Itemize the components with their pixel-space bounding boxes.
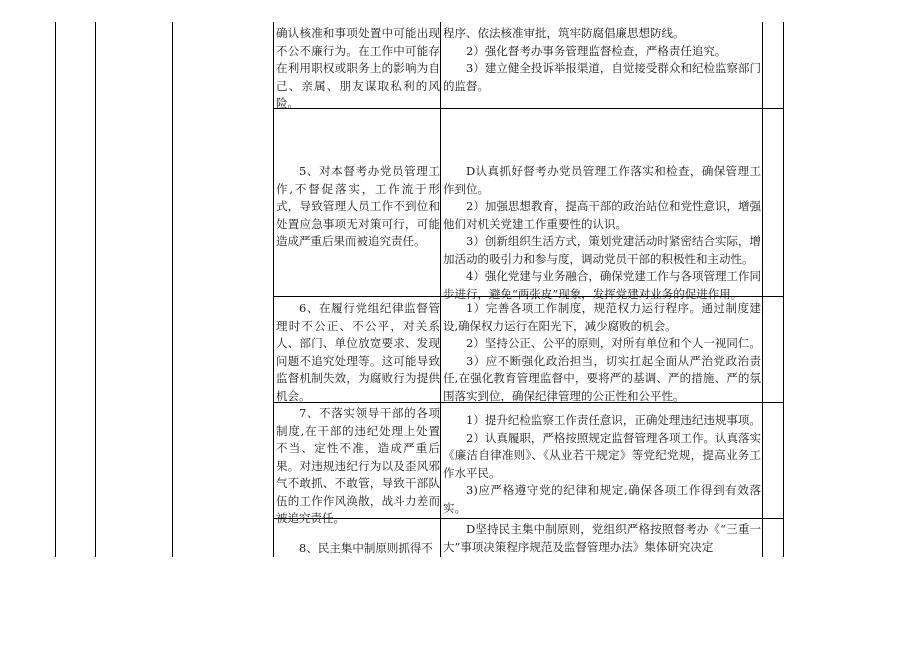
- measure-item: 3）建立健全投诉举报渠道，自觉接受群众和纪检监察部门的监督。: [443, 61, 761, 93]
- column-divider-2: [172, 22, 173, 557]
- prevention-measures-1: [443, 25, 761, 95]
- measure-item: 2）加强思想教育，提高干部的政治站位和党性意识，增强他们对机关党建工作重要性的认识。: [443, 199, 761, 231]
- measure-item: 2）强化督考办事务管理监督检查，严格责任追究。: [466, 43, 727, 58]
- prevention-measures-5: [443, 163, 761, 303]
- risk-description-8: 8、民主集中制原则抓得不: [299, 541, 433, 555]
- measure-item: 1）完善各项工作制度，规范权力运行程序。通过制度建设,确保权力运行在阳光下，减少腐败的机会。: [443, 301, 761, 333]
- measure-item: 3）应不断强化政治担当，切实扛起全面从严治党政治责任,在强化教育管理监督中，要将严的基调、严的措施、严的氛围落实到位，确保纪律管理的公正性和公平性。: [443, 353, 761, 403]
- column-divider-3: [273, 22, 274, 557]
- risk-description-6: 6、在履行党组纪律监督管理时不公正、不公平，对关系人、部门、单位放宽要求、发现问题不追究处理等。这可能导致监督机制失效，为腐败行为提供机会。: [276, 301, 440, 403]
- measure-item: 程序、依法核准审批，筑牢防腐倡廉思想防线。: [443, 26, 685, 40]
- measure-item: 2）认真履职，严格按照规定监督管理各项工作。认真落实《廉洁自律准则》、《从业若干规定》等党纪党规，提高业务工作水平民。: [443, 430, 761, 480]
- column-divider-4: [440, 22, 441, 557]
- prevention-measures-8: [443, 521, 761, 557]
- prevention-measures-7: [443, 412, 761, 517]
- risk-description-7: 7、不落实领导干部的各项制度,在干部的违纪处理上处置不当、定性不准，造成严重后果。对违规违纪行为以及歪风邪气不敢抓、不敢管，导致干部队伍的工作作风涣散，战斗力差而被追究责任。: [276, 406, 440, 525]
- measure-item: 3)应严格遵守党的纪律和规定,确保各项工作得到有效落实。: [443, 483, 761, 515]
- measure-item: 4）强化党建与业务融合，确保党建工作与各项管理工作同步进行，避免“两张皮”现象，发挥党建对业务的促进作用。: [443, 269, 761, 301]
- measure-item: D认真抓好督考办党员管理工作落实和检查，确保管理工作到位。: [443, 164, 761, 196]
- risk-description-1: 确认核准和事项处置中可能出现不公不廉行为。在工作中可能存在利用职权或职务上的影响为自己、亲属、朋友谋取私利的风险。: [276, 26, 440, 110]
- measure-item: D坚持民主集中制原则，党组织严格按照督考办《“三重一大”事项决策程序规范及监督管理办法》集体研究决定: [443, 522, 761, 554]
- column-divider-5: [762, 22, 763, 557]
- column-divider-1: [95, 22, 96, 557]
- measure-item: 3）创新组织生活方式，策划党建活动时紧密结合实际，增加活动的吸引力和参与度，调动党员干部的积极性和主动性。: [443, 234, 761, 266]
- measure-item: 1）提升纪检监察工作责任意识，正确处理违纪违规事项。: [466, 413, 761, 427]
- prevention-measures-6: [443, 300, 761, 405]
- table-border-right: [783, 22, 784, 557]
- risk-description-5: 5、对本督考办党员管理工作,不督促落实，工作流于形式，导致管理人员工作不到位和处置应急事项无对策可行，可能造成严重后果而被追究责任。: [276, 164, 440, 248]
- measure-item: 2）坚持公正、公平的原则，对所有单位和个人一视同仁。: [466, 336, 761, 350]
- table-border-left: [55, 22, 56, 557]
